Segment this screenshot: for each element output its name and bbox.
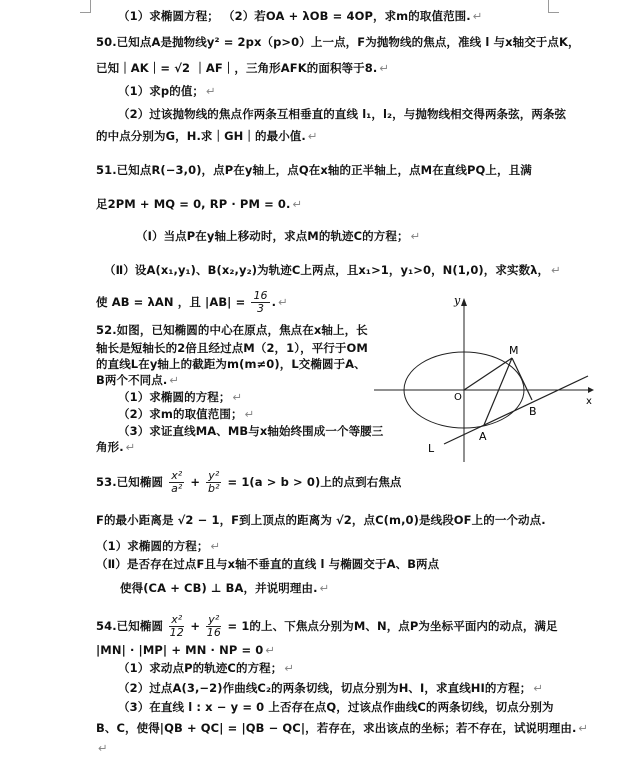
margin-corner-mark-left (80, 0, 91, 13)
q52-line2: 轴长是短轴长的2倍且经过点M（2，1），平行于OM (96, 341, 368, 355)
q53-part1: （1）求椭圆的方程； ↵ (96, 539, 221, 553)
q52-line3: 的直线L在y轴上的截距为m(m≠0)，L交椭圆于A、 (96, 357, 366, 371)
q50-part2-line2: 的中点分别为G，H.求｜GH｜的最小值. ↵ (96, 129, 318, 143)
ellipse-figure (366, 292, 596, 464)
q54-stem-line1: 54.已知椭圆 $\frac{\text{x²}}{12}$ + $\frac{\text{y²}}{16}$ = 1的上、下焦点分别为M、N，点P为坐标平面内的动点，满足 (96, 613, 558, 639)
q50-stem-line2: 已知｜AK｜= √2 ｜AF｜，三角形AFK的面积等于8. ↵ (96, 61, 390, 75)
fraction-16-3: $\frac{16}{3}$ (253, 289, 268, 315)
origin-label: O (454, 392, 462, 403)
q51-part2-line2: 使 AB = λAN ，且 |AB| = $\frac{16}{3}$ . ↵ (96, 289, 288, 315)
q52-part1: （1）求椭圆的方程； ↵ (118, 390, 243, 404)
y-axis-arrow-icon (461, 298, 467, 306)
x-axis-label: x (586, 396, 592, 407)
q52-part3-line1: （3）求证直线MA、MB与x轴始终围成一个等腰三 (118, 424, 384, 438)
q54-stem-line2: |MN| · |MP| + MN · NP = 0 ↵ (96, 643, 276, 657)
line-L (444, 376, 588, 444)
q54-part3-line2: B、C，使得|QB + QC| = |QB − QC|，若存在，求出该点的坐标；若不存在，试说明理由. ↵ (96, 721, 589, 735)
q50-part2-line1: （2）过该抛物线的焦点作两条互相垂直的直线 l₁，l₂，与抛物线相交得两条弦，两条弦 (118, 107, 567, 121)
q51-stem-line2: 足2PM + MQ = 0, RP · PM = 0. ↵ (96, 197, 303, 211)
point-B-label: B (529, 405, 537, 418)
q54-part3-line1: （3）在直线 l : x − y = 0 上否存在点Q，过该点作曲线C的两条切线，切点分别为 (118, 700, 554, 714)
q53-part2-line1: （Ⅱ）是否存在过点F且与x轴不垂直的直线 l 与椭圆交于A、B两点 (96, 557, 440, 571)
empty-paragraph-line: ↵ (98, 741, 108, 755)
q51-stem-line1: 51.已知点R(−3,0)，点P在y轴上，点Q在x轴的正半轴上，点M在直线PQ上，且满 (96, 163, 532, 177)
line-L-label: L (428, 442, 435, 455)
q54-part2: （2）过点A(3,−2)作曲线C₂的两条切线，切点分别为H、I，求直线HI的方程； ↵ (118, 681, 544, 695)
fraction-y2-16: $\frac{\text{y²}}{16}$ (206, 613, 221, 639)
q50-stem-line1: 50.已知点A是抛物线y² = 2px（p>0）上一点，F为抛物线的焦点，准线 l 与x轴交于点K， (96, 35, 580, 49)
q52-line4: B两个不同点. ↵ (96, 373, 180, 387)
q51-part1: （Ⅰ）当点P在y轴上移动时，求点M的轨迹C的方程； ↵ (136, 229, 421, 243)
q49-part-line: （1）求椭圆方程； （2）若OA + λOB = 4OP，求m的取值范围. ↵ (118, 9, 483, 23)
fraction-y2-b2: $\frac{\text{y²}}{\text{b²}}$ (208, 469, 220, 495)
q50-part1: （1）求p的值； ↵ (118, 84, 216, 98)
x-axis-arrow-icon (588, 387, 594, 393)
fraction-x2-12: $\frac{\text{x²}}{12}$ (169, 613, 184, 639)
point-M-label: M (509, 344, 519, 357)
segment-MB (512, 358, 532, 400)
y-axis-label: y (454, 294, 461, 307)
q54-part1: （1）求动点P的轨迹C的方程； ↵ (118, 661, 295, 675)
q53-part2-line2: 使得(CA + CB) ⊥ BA，并说明理由. ↵ (120, 581, 330, 595)
q52-part3-line2: 角形. ↵ (96, 440, 136, 454)
q53-stem-line1: 53.已知椭圆 $\frac{\text{x²}}{\text{a²}}$ + $\frac{\text{y²}}{\text{b²}}$ = 1(a > b > 0)上的点到右焦点 (96, 469, 402, 495)
q52-line1: 52.如图，已知椭圆的中心在原点，焦点在x轴上，长 (96, 323, 368, 337)
q51-part2-line1: （Ⅱ）设A(x₁,y₁)、B(x₂,y₂)为轨迹C上两点，且x₁>1，y₁>0，N(1,0)，求实数λ， ↵ (104, 263, 561, 277)
q52-part2: （2）求m的取值范围； ↵ (118, 407, 255, 421)
margin-corner-mark-right (548, 0, 559, 13)
point-A-label: A (479, 430, 487, 443)
q53-stem-line2: F的最小距离是 √2 − 1，F到上顶点的距离为 √2，点C(m,0)是线段OF上的一个动点. (96, 513, 546, 527)
fraction-x2-a2: $\frac{\text{x²}}{\text{a²}}$ (171, 469, 183, 495)
